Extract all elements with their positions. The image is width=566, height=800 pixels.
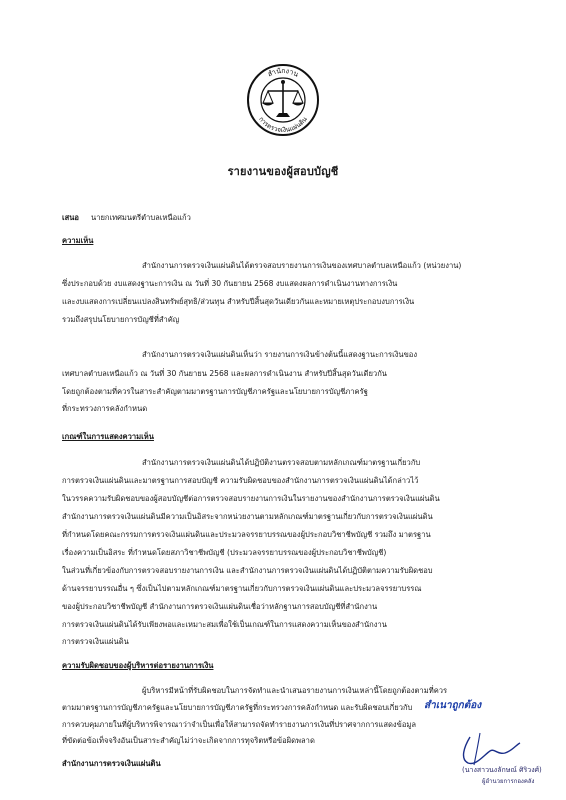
- opinion-p1-line: สำนักงานการตรวจเงินแผ่นดินได้ตรวจสอบรายงานการเงินของเทศบาลตำบลเหนือแก้ว (หน่วยงาน): [142, 261, 462, 270]
- mgmt-line: ผู้บริหารมีหน้าที่รับผิดชอบในการจัดทำและนำเสนอรายงานการเงินเหล่านี้โดยถูกต้องตามที่ควร: [142, 686, 448, 695]
- mgmt-line: การควบคุมภายในที่ผู้บริหารพิจารณาว่าจำเป็นเพื่อให้สามารถจัดทำรายงานการเงินที่ปราศจากการแสดงข้อมูล: [62, 720, 417, 729]
- basis-line: การตรวจเงินแผ่นดิน: [62, 637, 129, 646]
- opinion-p2-line: สำนักงานการตรวจเงินแผ่นดินเห็นว่า รายงานการเงินข้างต้นนี้แสดงฐานะการเงินของ: [142, 350, 418, 359]
- opinion-p2-line: เทศบาลตำบลเหนือแก้ว ณ วันที่ 30 กันยายน 2568 และผลการดำเนินงาน สำหรับปีสิ้นสุดวันเดียวกัน: [62, 369, 387, 378]
- mgmt-heading: ความรับผิดชอบของผู้บริหารต่อรายงานการเงิน: [62, 661, 214, 670]
- seal-top-text: สำนักงาน: [266, 66, 300, 79]
- mgmt-line: ตามมาตรฐานการบัญชีภาครัฐและนโยบายการบัญชีภาครัฐที่กระทรวงการคลังกำหนด และรับผิดชอบเกี่ยวกับ: [62, 703, 413, 712]
- basis-heading: เกณฑ์ในการแสดงความเห็น: [62, 432, 154, 441]
- opinion-p1-line: และงบแสดงการเปลี่ยนแปลงสินทรัพย์สุทธิ/ส่วนทุน สำหรับปีสิ้นสุดวันเดียวกันและหมายเหตุประกอบงบการเงิน: [62, 297, 415, 306]
- opinion-p1-line: ซึ่งประกอบด้วย งบแสดงฐานะการเงิน ณ วันที่ 30 กันยายน 2568 งบแสดงผลการดำเนินงานทางการเงิน: [62, 279, 398, 288]
- footer-org: สำนักงานการตรวจเงินแผ่นดิน: [62, 759, 161, 768]
- basis-line: ที่กำหนดโดยคณะกรรมการตรวจเงินแผ่นดินและประมวลจรรยาบรรณของผู้ประกอบวิชาชีพบัญชี รวมถึง มาตรฐาน: [62, 530, 431, 539]
- report-title: รายงานของผู้สอบบัญชี: [227, 165, 339, 178]
- basis-line: เรื่องความเป็นอิสระ ที่กำหนดโดยสภาวิชาชีพบัญชี (ประมวลจรรยาบรรณของผู้ประกอบวิชาชีพบัญชี): [62, 548, 387, 557]
- opinion-heading: ความเห็น: [62, 236, 94, 245]
- basis-line: การตรวจเงินแผ่นดินและมาตรฐานการสอบบัญชี ความรับผิดชอบของสำนักงานการตรวจเงินแผ่นดินได้กล่าวไว้: [62, 476, 419, 485]
- signer-name: (นางสาวนงลักษณ์ ศิริวงศ์): [462, 766, 542, 774]
- basis-line: ของผู้ประกอบวิชาชีพบัญชี สำนักงานการตรวจเงินแผ่นดินเชื่อว่าหลักฐานการสอบบัญชีที่สำนักงาน: [62, 602, 378, 611]
- addressee-value: นายกเทศมนตรีตำบลเหนือแก้ว: [91, 213, 191, 222]
- basis-line: สำนักงานการตรวจเงินแผ่นดินมีความเป็นอิสระจากหน่วยงานตามหลักเกณฑ์มาตรฐานเกี่ยวกับการตรวจเงินแผ่นดิน: [62, 512, 433, 521]
- basis-line: การตรวจเงินแผ่นดินได้รับเพียงพอและเหมาะสมเพื่อใช้เป็นเกณฑ์ในการแสดงความเห็นของสำนักงาน: [62, 620, 387, 629]
- signer-position: ผู้อำนวยการกองคลัง: [482, 778, 535, 785]
- opinion-p1-line: รวมถึงสรุปนโยบายการบัญชีที่สำคัญ: [62, 315, 180, 324]
- basis-line: ในวรรคความรับผิดชอบของผู้สอบบัญชีต่อการตรวจสอบรายงานการเงินในรายงานของสำนักงานการตรวจเงินแผ่นดิน: [62, 494, 440, 503]
- opinion-p2-line: โดยถูกต้องตามที่ควรในสาระสำคัญตามมาตรฐานการบัญชีภาครัฐและนโยบายการบัญชีภาครัฐ: [62, 387, 368, 396]
- opinion-p2-line: ที่กระทรวงการคลังกำหนด: [62, 404, 148, 413]
- certified-copy-stamp: สำเนาถูกต้อง: [424, 700, 482, 711]
- mgmt-line: ที่ขัดต่อข้อเท็จจริงอันเป็นสาระสำคัญไม่ว่าจะเกิดจากการทุจริตหรือข้อผิดพลาด: [62, 736, 315, 745]
- seal-bottom-text: การตรวจเงินแผ่นดิน: [257, 115, 309, 135]
- basis-line: ด้านจรรยาบรรณอื่น ๆ ซึ่งเป็นไปตามหลักเกณฑ์มาตรฐานเกี่ยวกับการตรวจเงินแผ่นดินและประมวลจรรยาบรรณ: [62, 584, 422, 593]
- oag-seal-emblem: [246, 63, 320, 137]
- basis-line: สำนักงานการตรวจเงินแผ่นดินได้ปฏิบัติงานตรวจสอบตามหลักเกณฑ์มาตรฐานเกี่ยวกับ: [142, 458, 421, 467]
- basis-line: ในส่วนที่เกี่ยวข้องกับการตรวจสอบรายงานการเงิน และสำนักงานการตรวจเงินแผ่นดินได้ปฏิบัติตามความรับผิดชอบ: [62, 566, 433, 575]
- addressee-label: เสนอ: [62, 213, 79, 222]
